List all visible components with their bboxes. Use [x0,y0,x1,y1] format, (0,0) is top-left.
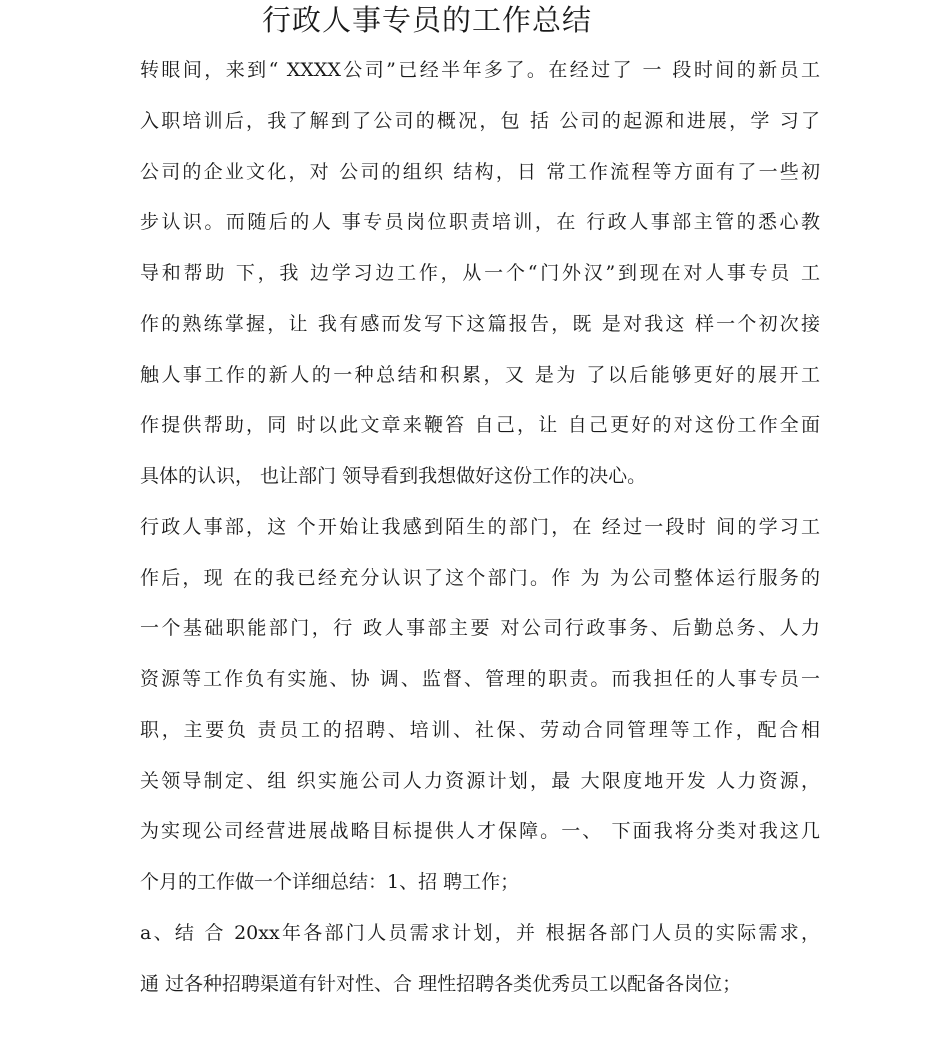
text-line: 职，主要负 责员工的招聘、培训、社保、劳动合同管理等工作，配合相 [140,718,820,741]
document-title: 行政人事专员的工作总结 [262,3,593,37]
text-line: 触人事工作的新人的一种总结和积累，又 是为 了以后能够更好的展开工 [140,363,820,386]
text-line: 公司的企业文化，对 公司的组织 结构，日 常工作流程等方面有了一些初 [140,160,820,183]
text-line: 导和帮助 下，我 边学习边工作，从一个“门外汉”到现在对人事专员 工 [140,262,820,284]
text-line: 转眼间，来到“ XXXX公司”已经半年多了。在经过了 一 段时间的新员工 [140,59,820,81]
text-line: a、结 合 20xx年各部门人员需求计划，并 根据各部门人员的实际需求， [140,921,820,944]
document-body [140,45,820,1009]
text-line: 个月的工作做一个详细总结：1、招 聘工作； [140,871,520,893]
text-line: 入职培训后，我了解到了公司的概况，包 括 公司的起源和进展，学 习了 [140,109,820,132]
text-line: 资源等工作负有实施、协 调、监督、管理的职责。而我担任的人事专员一 [140,668,820,690]
text-line: 行政人事部，这 个开始让我感到陌生的部门，在 经过一段时 间的学习工 [140,515,820,538]
text-line: 通 过各种招聘渠道有针对性、合 理性招聘各类优秀员工以配备各岗位； [140,972,742,995]
text-line: 一个基础职能部门，行 政人事部主要 对公司行政事务、后勤总务、人力 [140,617,820,640]
text-line: 作的熟练掌握，让 我有感而发写下这篇报告，既 是对我这 样一个初次接 [140,312,820,335]
text-line: 作提供帮助，同 时以此文章来鞭笞 自己，让 自己更好的对这份工作全面 [140,414,820,437]
text-line: 作后，现 在的我已经充分认识了这个部门。作 为 为公司整体运行服务的 [140,566,820,589]
text-line: 关领导制定、组 织实施公司人力资源计划，最 大限度地开发 人力资源， [140,769,820,792]
text-line: 为实现公司经营进展战略目标提供人才保障。一、 下面我将分类对我这几 [140,820,820,843]
text-line: 具体的认识， 也让部门 领导看到我想做好这份工作的决心。 [140,465,647,487]
text-line: 步认识。而随后的人 事专员岗位职责培训，在 行政人事部主管的悉心教 [140,211,820,234]
